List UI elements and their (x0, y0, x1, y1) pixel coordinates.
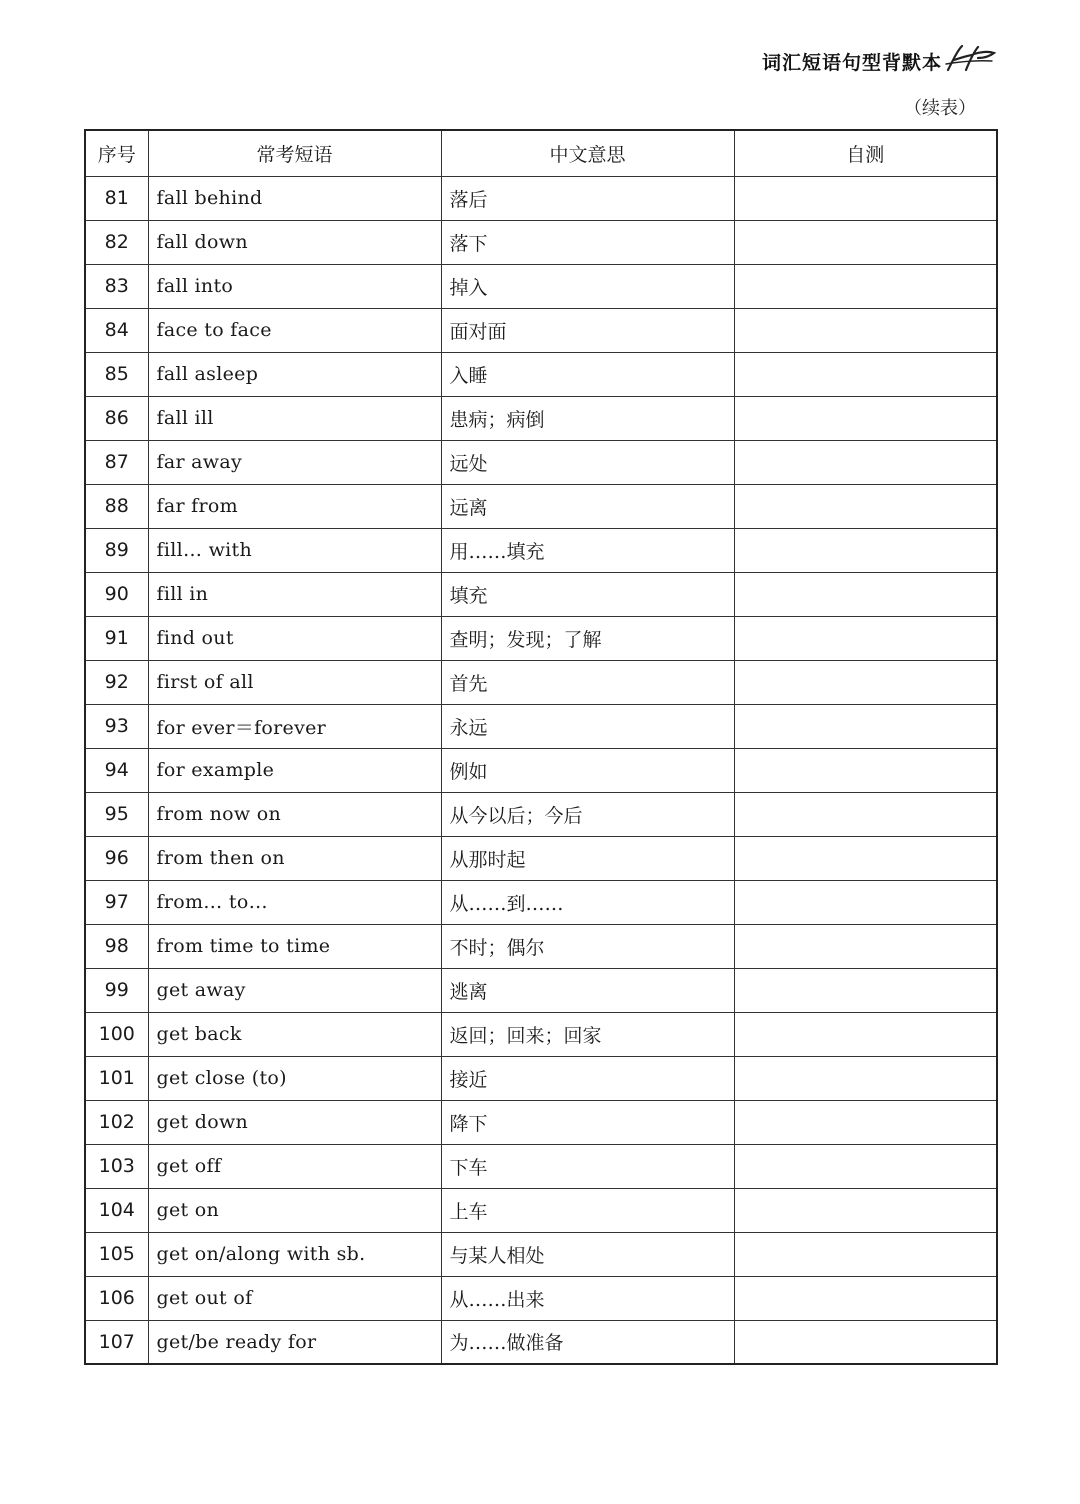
self-test-cell[interactable] (734, 176, 997, 220)
row-number: 104 (85, 1188, 148, 1232)
table-body (85, 176, 997, 1364)
phrase-cell: get on (148, 1188, 441, 1232)
row-number: 99 (85, 968, 148, 1012)
meaning-cell: 从……到…… (441, 880, 734, 924)
row-number: 87 (85, 440, 148, 484)
row-number: 88 (85, 484, 148, 528)
meaning-cell: 掉入 (441, 264, 734, 308)
self-test-cell[interactable] (734, 1100, 997, 1144)
row-number: 93 (85, 704, 148, 748)
self-test-cell[interactable] (734, 704, 997, 748)
self-test-cell[interactable] (734, 264, 997, 308)
table-row (85, 880, 997, 924)
table-row (85, 220, 997, 264)
row-number: 107 (85, 1320, 148, 1364)
meaning-cell: 查明；发现；了解 (441, 616, 734, 660)
self-test-cell[interactable] (734, 1188, 997, 1232)
meaning-cell: 例如 (441, 748, 734, 792)
row-number: 82 (85, 220, 148, 264)
meaning-cell: 填充 (441, 572, 734, 616)
phrase-cell: get on/along with sb. (148, 1232, 441, 1276)
phrase-cell: from then on (148, 836, 441, 880)
self-test-cell[interactable] (734, 1320, 997, 1364)
table-row (85, 616, 997, 660)
self-test-cell[interactable] (734, 484, 997, 528)
self-test-cell[interactable] (734, 880, 997, 924)
self-test-cell[interactable] (734, 1276, 997, 1320)
table-row (85, 352, 997, 396)
phrase-cell: get/be ready for (148, 1320, 441, 1364)
phrase-cell: from now on (148, 792, 441, 836)
meaning-cell: 落下 (441, 220, 734, 264)
phrase-cell: fall down (148, 220, 441, 264)
self-test-cell[interactable] (734, 1056, 997, 1100)
phrase-cell: from time to time (148, 924, 441, 968)
page-header-title: 词汇短语句型背默本 (761, 52, 942, 74)
phrase-cell: get out of (148, 1276, 441, 1320)
self-test-cell[interactable] (734, 748, 997, 792)
self-test-cell[interactable] (734, 1012, 997, 1056)
self-test-cell[interactable] (734, 616, 997, 660)
meaning-cell: 为……做准备 (441, 1320, 734, 1364)
vocabulary-table (84, 129, 998, 1365)
phrase-cell: get down (148, 1100, 441, 1144)
phrase-cell: far away (148, 440, 441, 484)
self-test-cell[interactable] (734, 440, 997, 484)
row-number: 84 (85, 308, 148, 352)
meaning-cell: 远处 (441, 440, 734, 484)
row-number: 102 (85, 1100, 148, 1144)
row-number: 85 (85, 352, 148, 396)
table-row (85, 836, 997, 880)
row-number: 105 (85, 1232, 148, 1276)
table-row (85, 264, 997, 308)
table-row (85, 484, 997, 528)
self-test-cell[interactable] (734, 352, 997, 396)
self-test-cell[interactable] (734, 1144, 997, 1188)
phrase-cell: first of all (148, 660, 441, 704)
table-row (85, 1100, 997, 1144)
row-number: 100 (85, 1012, 148, 1056)
table-row (85, 1320, 997, 1364)
row-number: 106 (85, 1276, 148, 1320)
meaning-cell: 降下 (441, 1100, 734, 1144)
phrase-cell: for example (148, 748, 441, 792)
self-test-cell[interactable] (734, 660, 997, 704)
row-number: 97 (85, 880, 148, 924)
meaning-cell: 下车 (441, 1144, 734, 1188)
table-row (85, 396, 997, 440)
meaning-cell: 永远 (441, 704, 734, 748)
row-number: 94 (85, 748, 148, 792)
row-number: 86 (85, 396, 148, 440)
row-number: 95 (85, 792, 148, 836)
meaning-cell: 首先 (441, 660, 734, 704)
phrase-cell: fall into (148, 264, 441, 308)
table-row (85, 660, 997, 704)
table-row (85, 1012, 997, 1056)
meaning-cell: 用……填充 (441, 528, 734, 572)
meaning-cell: 从那时起 (441, 836, 734, 880)
self-test-cell[interactable] (734, 396, 997, 440)
phrase-cell: get back (148, 1012, 441, 1056)
table-row (85, 704, 997, 748)
handwritten-ht-logo-icon (944, 44, 996, 74)
row-number: 96 (85, 836, 148, 880)
table-header-row (85, 130, 997, 176)
table-row (85, 308, 997, 352)
table-row (85, 1188, 997, 1232)
phrase-cell: fall ill (148, 396, 441, 440)
phrase-cell: fill in (148, 572, 441, 616)
row-number: 92 (85, 660, 148, 704)
self-test-cell[interactable] (734, 836, 997, 880)
row-number: 98 (85, 924, 148, 968)
row-number: 81 (85, 176, 148, 220)
table-row (85, 748, 997, 792)
table-row (85, 1276, 997, 1320)
phrase-cell: far from (148, 484, 441, 528)
row-number: 83 (85, 264, 148, 308)
phrase-cell: get close (to) (148, 1056, 441, 1100)
meaning-cell: 逃离 (441, 968, 734, 1012)
table-row (85, 1232, 997, 1276)
meaning-cell: 上车 (441, 1188, 734, 1232)
column-header-phrase: 常考短语 (148, 130, 441, 176)
phrase-cell: face to face (148, 308, 441, 352)
continued-label: （续表） (904, 98, 976, 119)
table-row (85, 572, 997, 616)
row-number: 103 (85, 1144, 148, 1188)
phrase-cell: fill… with (148, 528, 441, 572)
row-number: 89 (85, 528, 148, 572)
phrase-cell: find out (148, 616, 441, 660)
self-test-cell[interactable] (734, 792, 997, 836)
row-number: 90 (85, 572, 148, 616)
self-test-cell[interactable] (734, 1232, 997, 1276)
table-row (85, 792, 997, 836)
self-test-cell[interactable] (734, 308, 997, 352)
self-test-cell[interactable] (734, 220, 997, 264)
meaning-cell: 面对面 (441, 308, 734, 352)
self-test-cell[interactable] (734, 924, 997, 968)
meaning-cell: 接近 (441, 1056, 734, 1100)
table-row (85, 440, 997, 484)
phrase-cell: fall behind (148, 176, 441, 220)
meaning-cell: 返回；回来；回家 (441, 1012, 734, 1056)
column-header-self-test: 自测 (734, 130, 997, 176)
column-header-number: 序号 (85, 130, 148, 176)
row-number: 101 (85, 1056, 148, 1100)
phrase-cell: from… to… (148, 880, 441, 924)
meaning-cell: 患病；病倒 (441, 396, 734, 440)
self-test-cell[interactable] (734, 528, 997, 572)
phrase-cell: for ever＝forever (148, 704, 441, 748)
phrase-cell: get away (148, 968, 441, 1012)
meaning-cell: 从……出来 (441, 1276, 734, 1320)
meaning-cell: 从今以后；今后 (441, 792, 734, 836)
meaning-cell: 与某人相处 (441, 1232, 734, 1276)
column-header-meaning: 中文意思 (441, 130, 734, 176)
self-test-cell[interactable] (734, 572, 997, 616)
table-row (85, 924, 997, 968)
self-test-cell[interactable] (734, 968, 997, 1012)
table-row (85, 176, 997, 220)
table-row (85, 528, 997, 572)
phrase-cell: get off (148, 1144, 441, 1188)
meaning-cell: 远离 (441, 484, 734, 528)
phrase-cell: fall asleep (148, 352, 441, 396)
table-row (85, 1144, 997, 1188)
meaning-cell: 入睡 (441, 352, 734, 396)
table-row (85, 1056, 997, 1100)
meaning-cell: 落后 (441, 176, 734, 220)
meaning-cell: 不时；偶尔 (441, 924, 734, 968)
table-row (85, 968, 997, 1012)
row-number: 91 (85, 616, 148, 660)
